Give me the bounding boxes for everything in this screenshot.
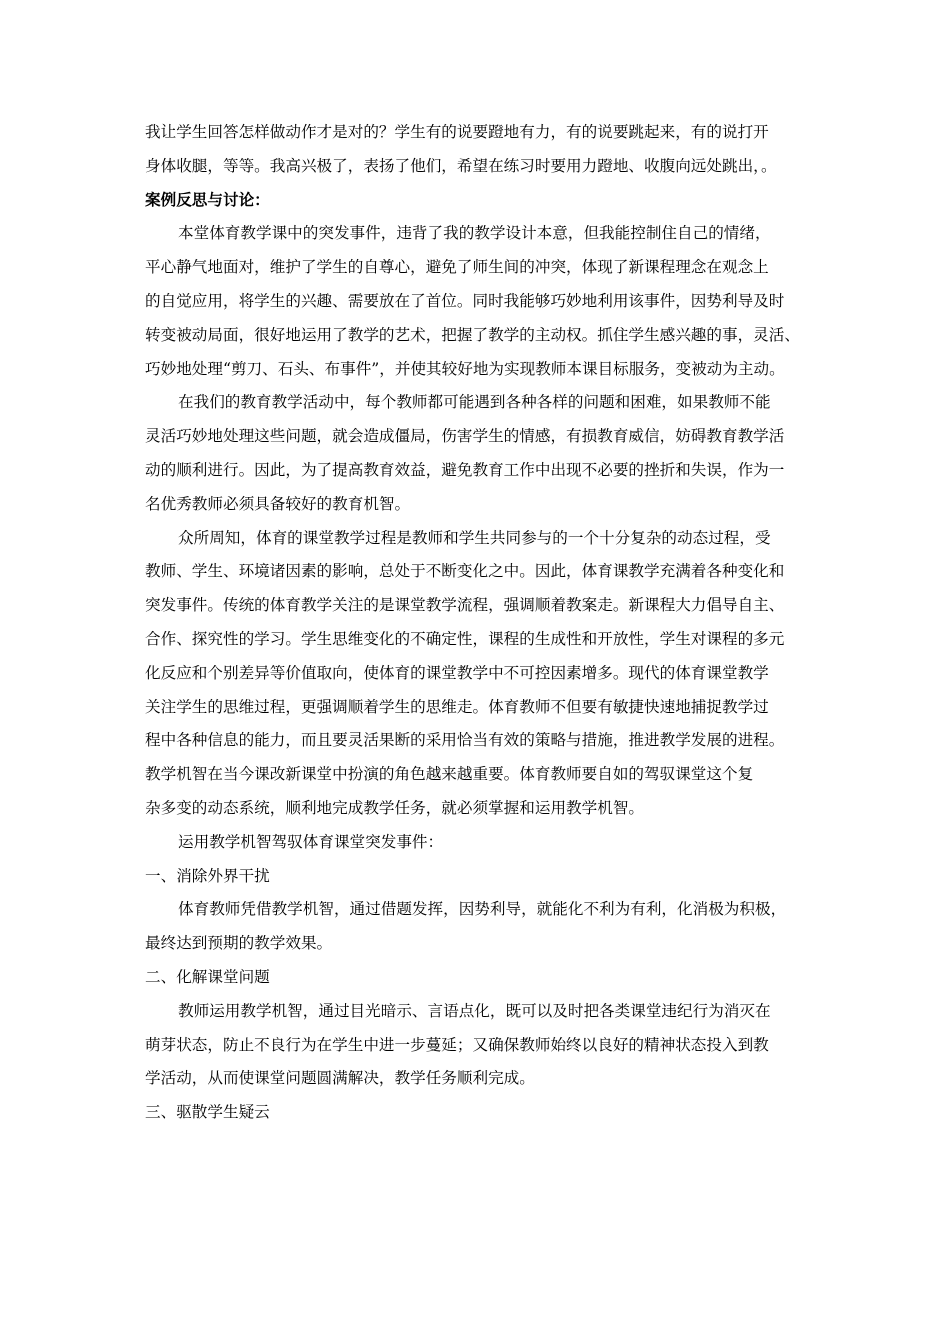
text-line: 的自觉应用，将学生的兴趣、需要放在了首位。同时我能够巧妙地利用该事件，因势利导及时: [145, 291, 785, 310]
text-line: 平心静气地面对，维护了学生的自尊心，避免了师生间的冲突，体现了新课程理念在观念上: [145, 258, 769, 277]
text-line: 我让学生回答怎样做动作才是对的？学生有的说要蹬地有力，有的说要跳起来，有的说打开: [145, 123, 769, 141]
text-line: 巧妙地处理“剪刀、石头、布事件”，并使其较好地为实现教师本课目标服务，变被动为主动。: [145, 359, 785, 378]
text-line: 关注学生的思维过程，更强调顺着学生的思维走。体育教师不但要有敏捷快速地捕捉教学过: [145, 697, 769, 716]
text-line: 萌芽状态，防止不良行为在学生中进一步蔓延；又确保教师始终以良好的精神状态投入到教: [145, 1035, 769, 1054]
section-heading: 案例反思与讨论：: [145, 190, 270, 209]
text-line: 突发事件。传统的体育教学关注的是课堂教学流程，强调顺着教案走。新课程大力倡导自主、: [145, 596, 785, 615]
text-line: 运用教学机智驾驭体育课堂突发事件：: [178, 832, 444, 851]
text-line: 本堂体育教学课中的突发事件，违背了我的教学设计本意，但我能控制住自己的情绪，: [178, 224, 771, 243]
text-line: 合作、探究性的学习。学生思维变化的不确定性，课程的生成性和开放性，学生对课程的多元: [145, 629, 785, 648]
text-line: 名优秀教师必须具备较好的教育机智。: [145, 494, 411, 513]
text-line: 三、驱散学生疑云: [145, 1103, 270, 1122]
text-line: 学活动，从而使课堂问题圆满解决，教学任务顺利完成。: [145, 1069, 535, 1088]
text-line: 一、消除外界干扰: [145, 866, 270, 885]
document-page: [145, 122, 825, 1136]
text-line: 众所周知，体育的课堂教学过程是教师和学生共同参与的一个十分复杂的动态过程，受: [178, 528, 771, 547]
text-line: 教学机智在当今课改新课堂中扮演的角色越来越重要。体育教师要自如的驾驭课堂这个复: [145, 765, 754, 784]
text-line: 化反应和个别差异等价值取向，使体育的课堂教学中不可控因素增多。现代的体育课堂教学: [145, 663, 769, 682]
text-line: 在我们的教育教学活动中，每个教师都可能遇到各种各样的问题和困难，如果教师不能: [178, 393, 771, 412]
text-line: 教师、学生、环境诸因素的影响，总处于不断变化之中。因此，体育课教学充满着各种变化和: [145, 562, 785, 581]
text-line: 二、化解课堂问题: [145, 967, 270, 986]
text-line: 教师运用教学机智，通过目光暗示、言语点化，既可以及时把各类课堂违纪行为消灭在: [178, 1001, 771, 1020]
text-line: 身体收腿，等等。我高兴极了，表扬了他们，希望在练习时要用力蹬地、收腹向远处跳出，。: [145, 156, 777, 175]
text-line: 杂多变的动态系统，顺利地完成教学任务，就必须掌握和运用教学机智。: [145, 798, 645, 817]
text-line: 最终达到预期的教学效果。: [145, 934, 333, 953]
text-line: 程中各种信息的能力，而且要灵活果断的采用恰当有效的策略与措施，推进教学发展的进程。: [145, 731, 785, 750]
text-line: 转变被动局面，很好地运用了教学的艺术，把握了教学的主动权。抓住学生感兴趣的事，灵活、: [145, 325, 800, 344]
text-line: 灵活巧妙地处理这些问题，就会造成僵局，伤害学生的情感，有损教育威信，妨碍教育教学活: [145, 427, 785, 446]
text-line: 体育教师凭借教学机智，通过借题发挥，因势利导，就能化不利为有利，化消极为积极，: [178, 900, 787, 919]
text-line: 动的顺利进行。因此，为了提高教育效益，避免教育工作中出现不必要的挫折和失误，作为一: [145, 460, 785, 479]
